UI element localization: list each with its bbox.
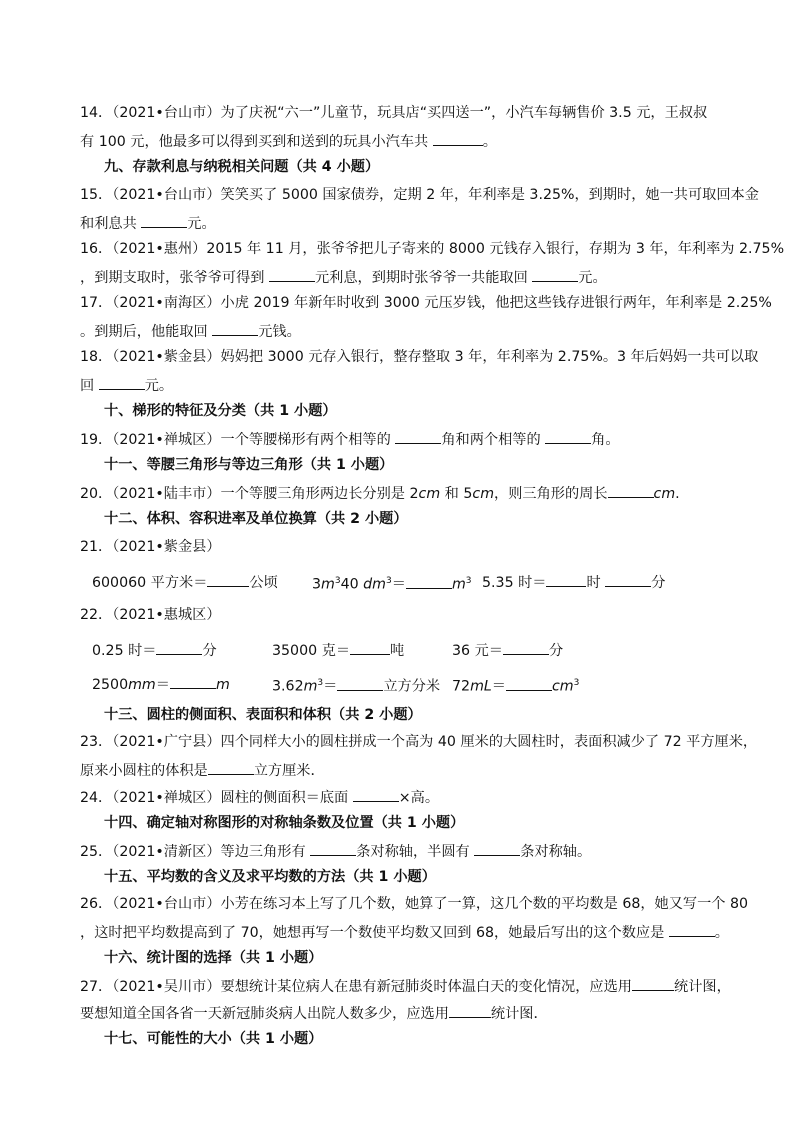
unit-mm: mm [128,677,156,693]
q20-text: 20．（2021•陆丰市）一个等腰三角形两边长分别是 2 [80,486,419,502]
q22-text: 72 [452,678,471,695]
answer-blank[interactable] [350,640,390,655]
q21-text: 40 [340,576,364,593]
q22-item-6 [452,674,579,696]
q21-title: 21．（2021•紫金县） [80,539,221,555]
unit-m: m [303,678,318,695]
section-heading-9: 九、存款利息与纳税相关问题（共 4 小题） [104,159,380,175]
q16-line2 [80,267,724,287]
q24-line1 [80,787,724,807]
q22-text: 36 元＝ [452,643,503,659]
q22-item-2 [272,640,404,660]
exponent: 3 [386,576,392,586]
q17-text-end: 元钱。 [258,324,301,340]
answer-blank[interactable] [156,640,202,655]
q23-line2 [80,760,724,780]
answer-blank[interactable] [337,676,383,691]
q22-text: 3.62 [272,678,304,695]
answer-blank[interactable] [669,922,715,937]
q14-text: 有 100 元，他最多可以得到买到和送到的玩具小汽车共 [80,134,433,150]
answer-blank[interactable] [208,760,254,775]
q22-title: 22．（2021•惠城区） [80,607,221,623]
q21-text: ＝ [391,576,406,593]
exponent: 3 [317,678,324,688]
q22-text: 分 [548,643,564,659]
q20-text-end: . [675,486,680,502]
q14-line2 [80,131,724,151]
q16-text-mid: 元利息，到期时张爷爷一共能取回 [314,270,533,286]
section-heading-13: 十三、圆柱的侧面积、表面积和体积（共 2 小题） [104,707,422,723]
q21-text: 时 [586,575,606,591]
q22-text: ＝ [323,678,338,695]
answer-blank[interactable] [503,640,549,655]
q23-line1: 23．（2021•广宁县）四个同样大小的圆柱拼成一个高为 40 厘米的大圆柱时，表面积减少了 72 平方厘米， [80,734,758,750]
q19-text-mid: 角和两个相等的 [441,432,546,448]
q21-text: 分 [651,575,666,591]
answer-blank[interactable] [605,572,651,587]
q27-line2 [80,1003,724,1023]
q19-text: 19．（2021•禅城区）一个等腰梯形有两个相等的 [80,432,396,448]
q14-text-end: 。 [482,134,497,150]
answer-blank[interactable] [207,572,249,587]
unit-ml: mL [470,678,492,695]
q25-text-end: 条对称轴。 [520,844,592,860]
unit-cm: cm [653,486,676,502]
exponent: 3 [465,576,472,586]
q22-text: ＝ [155,677,170,693]
q19-line1 [80,429,724,449]
q21-text: 600060 平方米＝ [92,575,208,591]
section-heading-10: 十、梯形的特征及分类（共 1 小题） [104,403,337,419]
q21-text: 3 [312,576,322,593]
q19-text-end: 角。 [591,432,620,448]
q26-text-end: 。 [714,925,729,941]
q17-line1: 17．（2021•南海区）小虎 2019 年新年时收到 3000 元压岁钱，他把这些钱存进银行两年，年利率是 2.25% [80,295,772,311]
q16-text: ，到期支取时，张爷爷可得到 [80,270,269,286]
q14-line1: 14．（2021•台山市）为了庆祝“六一”儿童节，玩具店“买四送一”，小汽车每辆售价 3.5 元，王叔叔 [80,105,708,121]
q22-text: 35000 克＝ [272,643,351,659]
q22-item-1 [92,640,217,660]
answer-blank[interactable] [353,787,399,802]
answer-blank[interactable] [269,267,315,282]
q23-text-end: 立方厘米． [253,763,325,779]
section-heading-17: 十七、可能性的大小（共 1 小题） [104,1031,323,1047]
q25-text-mid: 条对称轴，半圆有 [356,844,475,860]
answer-blank[interactable] [506,676,552,691]
answer-blank[interactable] [212,321,258,336]
q25-text: 25．（2021•清新区）等边三角形有 [80,844,311,860]
section-heading-11: 十一、等腰三角形与等边三角形（共 1 小题） [104,457,394,473]
q21-item-2 [312,572,472,594]
section-heading-14: 十四、确定轴对称图形的对称轴条数及位置（共 1 小题） [104,815,465,831]
q27-text-end: 统计图． [490,1006,548,1022]
answer-blank[interactable] [546,572,586,587]
answer-blank[interactable] [170,674,216,689]
q20-text: ，则三角形的周长 [494,486,608,502]
answer-blank[interactable] [406,574,452,589]
section-heading-15: 十五、平均数的含义及求平均数的方法（共 1 小题） [104,869,436,885]
section-heading-16: 十六、统计图的选择（共 1 小题） [104,950,323,966]
q17-line2 [80,321,724,341]
unit-cm: cm [472,486,495,502]
answer-blank[interactable] [608,483,654,498]
q26-text: ，这时把平均数提高到了 70，她想再写一个数使平均数又回到 68，她最后写出的这个数应是 [80,925,669,941]
q17-text: 。到期后，他能取回 [80,324,213,340]
q21-text: 5.35 时＝ [482,575,547,591]
answer-blank[interactable] [310,841,356,856]
exponent: 3 [334,576,341,586]
unit-cm: cm [418,486,441,502]
unit-m: m [215,677,230,693]
answer-blank[interactable] [545,429,591,444]
section-heading-12: 十二、体积、容积进率及单位换算（共 2 小题） [104,511,408,527]
answer-blank[interactable] [433,131,483,146]
q18-text-end: 元。 [144,378,174,394]
q24-text-end: ×高。 [398,790,440,806]
exponent: 3 [573,678,580,688]
answer-blank[interactable] [395,429,441,444]
q22-text: 2500 [92,677,129,693]
q18-line2 [80,375,724,395]
q24-text: 24．（2021•禅城区）圆柱的侧面积＝底面 [80,790,353,806]
q23-text: 原来小圆柱的体积是 [80,763,208,779]
unit-m: m [321,576,335,593]
q20-line1 [80,483,724,503]
q27-text-end: 统计图， [674,979,731,995]
q15-text-end: 元。 [187,216,216,232]
q27-text: 要想知道全国各省一天新冠肺炎病人出院人数多少，应选用 [80,1006,449,1022]
q16-line1: 16．（2021•惠州）2015 年 11 月，张爷爷把儿子寄来的 8000 元钱存入银行，存期为 3 年，年利率为 2.75% [80,241,785,257]
q15-text: 和利息共 [80,216,142,232]
answer-blank[interactable] [141,213,187,228]
q22-text: 吨 [390,643,405,659]
q15-line1: 15．（2021•台山市）笑笑买了 5000 国家债券，定期 2 年，年利率是 3.25%，到期时，她一共可取回本金 [80,187,759,203]
answer-blank[interactable] [99,375,145,390]
q18-line1: 18．（2021•紫金县）妈妈把 3000 元存入银行，整存整取 3 年，年利率为 2.75%。3 年后妈妈一共可以取 [80,349,759,365]
q21-item-3 [482,572,665,592]
q18-text: 回 [80,378,99,394]
q20-text: 和 5 [440,486,473,502]
q22-text: 分 [202,643,217,659]
q27-line1 [80,976,731,996]
q22-item-3 [452,640,563,660]
q25-line1 [80,841,724,861]
q16-text-end: 元。 [578,270,607,286]
q22-text: 立方分米 [383,678,441,695]
q26-line1: 26．（2021•台山市）小芳在练习本上写了几个数，她算了一算，这几个数的平均数是 68，她又写一个 80 [80,896,749,912]
q22-text: 0.25 时＝ [92,643,157,659]
answer-blank[interactable] [632,976,674,991]
q22-item-5 [272,674,440,696]
q26-line2 [80,922,729,942]
q21-item-1 [92,572,278,592]
q22-text: ＝ [491,678,506,695]
q21-text: 公顷 [249,575,278,591]
unit-dm: dm [363,576,386,593]
q22-item-4 [92,674,230,694]
q27-text: 27．（2021•吴川市）要想统计某位病人在患有新冠肺炎时体温白天的变化情况，应选用 [80,979,632,995]
answer-blank[interactable] [449,1003,491,1018]
answer-blank[interactable] [474,841,520,856]
unit-cm: cm [552,678,574,695]
unit-m: m [451,576,466,593]
q15-line2 [80,213,724,233]
answer-blank[interactable] [532,267,578,282]
